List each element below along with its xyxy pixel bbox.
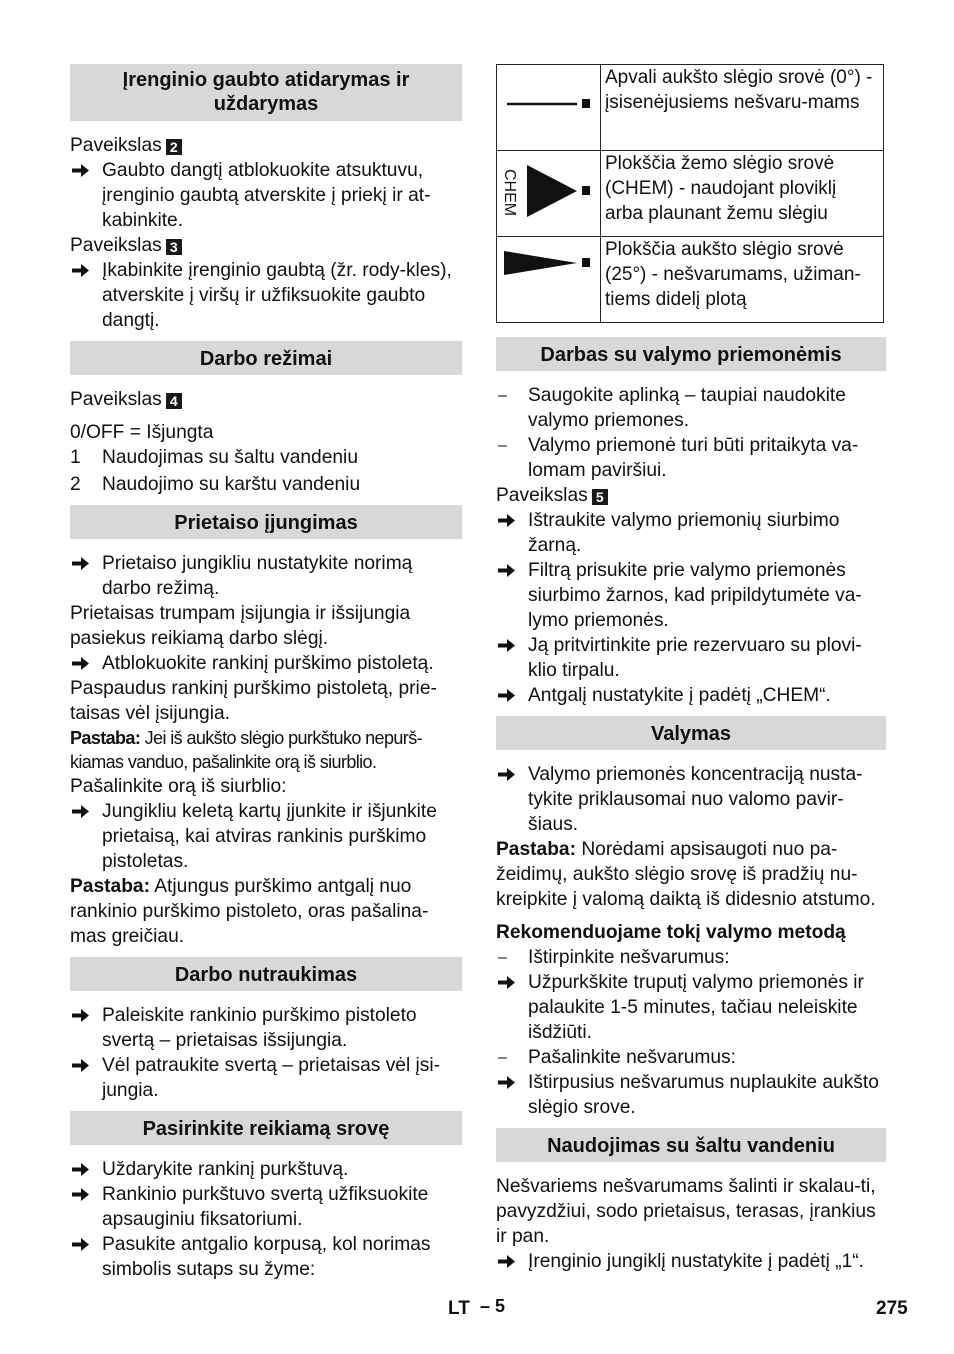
section-title-jet: Pasirinkite reikiamą srovę — [70, 1111, 462, 1145]
round-jet-icon — [497, 65, 601, 151]
step-item: Uždarykite rankinį purkštuvą. — [70, 1157, 462, 1182]
note: Pastaba: Atjungus purškimo antgalį nuo rankinio purškimo pistoleto, oras pašalina-mas greičiau. — [70, 876, 429, 947]
table-row — [497, 237, 884, 323]
step-item: Pasukite antgalio korpusą, kol norimas simbolis sutaps su žyme: — [70, 1232, 462, 1282]
table-cell: Apvali aukšto slėgio srovė (0°) - įsisenėjusiems nešvaru-mams — [601, 65, 884, 151]
arrow-icon — [72, 258, 96, 283]
arrow-icon — [72, 651, 96, 676]
arrow-icon — [72, 1232, 96, 1257]
arrow-icon — [72, 1053, 96, 1078]
mode-item: 2 Naudojimo su karštu vandeniu — [70, 474, 361, 495]
arrow-icon — [498, 633, 522, 658]
arrow-icon — [72, 1003, 96, 1028]
figure-ref: Paveikslas 4 — [70, 387, 462, 412]
section-title-cold-water: Naudojimas su šaltu vandeniu — [496, 1128, 886, 1162]
table-cell: Plokščia aukšto slėgio srovė (25°) - nešvarumams, užiman-tiems didelį plotą — [601, 237, 884, 323]
section-title-stop: Darbo nutraukimas — [70, 957, 462, 991]
paragraph: Paspaudus rankinį purškimo pistoletą, prie-taisas vėl įsijungia. — [70, 678, 437, 724]
step-item: Jungikliu keletą kartų įjunkite ir išjunkite prietaisą, kai atviras rankinis purškimo pistoletas. — [70, 799, 462, 874]
figure-ref: Paveikslas 2 — [70, 133, 462, 158]
flat-jet-icon — [497, 237, 601, 323]
figure-ref: Paveikslas 5 — [496, 483, 886, 508]
table-cell: Plokščia žemo slėgio srovė (CHEM) - naudojant ploviklį arba plaunant žemu slėgiu — [601, 151, 884, 237]
dash-item: – Valymo priemonė turi būti pritaikyta va-lomam paviršiui. — [498, 435, 859, 481]
figure-ref: Paveikslas 3 — [70, 233, 462, 258]
recommendation-heading: Rekomenduojame tokį valymo metodą — [496, 922, 846, 943]
step-item: Atblokuokite rankinį purškimo pistoletą. — [70, 651, 462, 676]
chem-label: CHEM — [501, 169, 518, 217]
arrow-icon — [498, 558, 522, 583]
jet-symbol-table — [496, 64, 884, 323]
step-item: Ją pritvirtinkite prie rezervuaro su plovi-klio tirpalu. — [496, 633, 886, 683]
step-item: Gaubto dangtį atblokuokite atsuktuvu, įrenginio gaubtą atverskite į priekį ir at-kabinkite. — [70, 158, 462, 233]
table-row — [497, 151, 884, 237]
arrow-icon — [498, 508, 522, 533]
arrow-icon — [498, 970, 522, 995]
dash-item: – Saugokite aplinką – taupiai naudokite valymo priemones. — [498, 385, 846, 431]
left-column — [70, 64, 462, 1282]
arrow-icon — [72, 1157, 96, 1182]
step-item: Ištirpusius nešvarumus nuplaukite aukšto slėgio srove. — [496, 1070, 886, 1120]
step-item: Filtrą prisukite prie valymo priemonės siurbimo žarnos, kad pripildytumėte va-lymo priemonės. — [496, 558, 886, 633]
figure-number: 5 — [592, 489, 608, 505]
chem-jet-icon — [497, 151, 601, 237]
step-item: Rankinio purkštuvo svertą užfiksuokite apsauginiu fiksatoriumi. — [70, 1182, 462, 1232]
arrow-icon — [72, 1182, 96, 1207]
right-column — [496, 64, 886, 1274]
section-title-detergent: Darbas su valymo priemonėmis — [496, 337, 886, 371]
paragraph: Prietaisas trumpam įsijungia ir išsijungia pasiekus reikiamą darbo slėgį. — [70, 603, 411, 649]
step-item: Prietaiso jungikliu nustatykite norimą darbo režimą. — [70, 551, 462, 601]
section-title-cleaning: Valymas — [496, 716, 886, 750]
step-item: Įrenginio jungiklį nustatykite į padėtį „1“. — [496, 1249, 886, 1274]
figure-number: 4 — [166, 393, 182, 409]
arrow-icon — [498, 683, 522, 708]
arrow-icon — [72, 158, 96, 183]
section-title-hood: Įrenginio gaubto atidarymas ir uždarymas — [70, 64, 462, 121]
mode-item: 1 Naudojimas su šaltu vandeniu — [70, 447, 358, 468]
page-number: 275 — [876, 1298, 908, 1319]
footer-local-page: – 5 — [480, 1296, 506, 1316]
arrow-icon — [498, 1249, 522, 1274]
arrow-icon — [72, 551, 96, 576]
section-title-modes: Darbo režimai — [70, 341, 462, 375]
figure-number: 2 — [166, 139, 182, 155]
figure-number: 3 — [166, 239, 182, 255]
dash-item: – Pašalinkite nešvarumus: — [498, 1047, 736, 1068]
step-item: Vėl patraukite svertą – prietaisas vėl įsi-jungia. — [70, 1053, 462, 1103]
arrow-icon — [498, 1070, 522, 1095]
step-item: Paleiskite rankinio purškimo pistoleto svertą – prietaisas išsijungia. — [70, 1003, 462, 1053]
step-item: Valymo priemonės koncentraciją nusta-tykite priklausomai nuo valomo pavir-šiaus. — [496, 762, 886, 837]
arrow-icon — [72, 799, 96, 824]
dash-item: – Ištirpinkite nešvarumus: — [498, 947, 730, 968]
step-item: Ištraukite valymo priemonių siurbimo žarną. — [496, 508, 886, 558]
step-item: Antgalį nustatykite į padėtį „CHEM“. — [496, 683, 886, 708]
step-item: Įkabinkite įrenginio gaubtą (žr. rody-kles), atverskite į viršų ir užfiksuokite gaubto dangtį. — [70, 258, 462, 333]
arrow-icon — [498, 762, 522, 787]
section-title-switch-on: Prietaiso įjungimas — [70, 505, 462, 539]
paragraph: Nešvariems nešvarumams šalinti ir skalau-ti, pavyzdžiui, sodo prietaisus, terasas, įrankius ir pan. — [496, 1176, 876, 1247]
note: Pastaba: Norėdami apsisaugoti nuo pa-žeidimų, aukšto slėgio srovę iš pradžių nu-kreipkite į valomą daiktą iš didesnio atstumo. — [496, 839, 876, 910]
table-row — [497, 65, 884, 151]
mode-off: 0/OFF = Išjungta — [70, 422, 214, 443]
step-item: Užpurkškite truputį valymo priemonės ir palaukite 1-5 minutes, tačiau neleiskite išdžiūti. — [496, 970, 886, 1045]
note: Pastaba: Jei iš aukšto slėgio purkštuko nepurš-kiamas vanduo, pašalinkite orą iš siurblio. — [70, 728, 422, 772]
footer-language: LT — [448, 1298, 470, 1319]
paragraph: Pašalinkite orą iš siurblio: — [70, 776, 287, 797]
